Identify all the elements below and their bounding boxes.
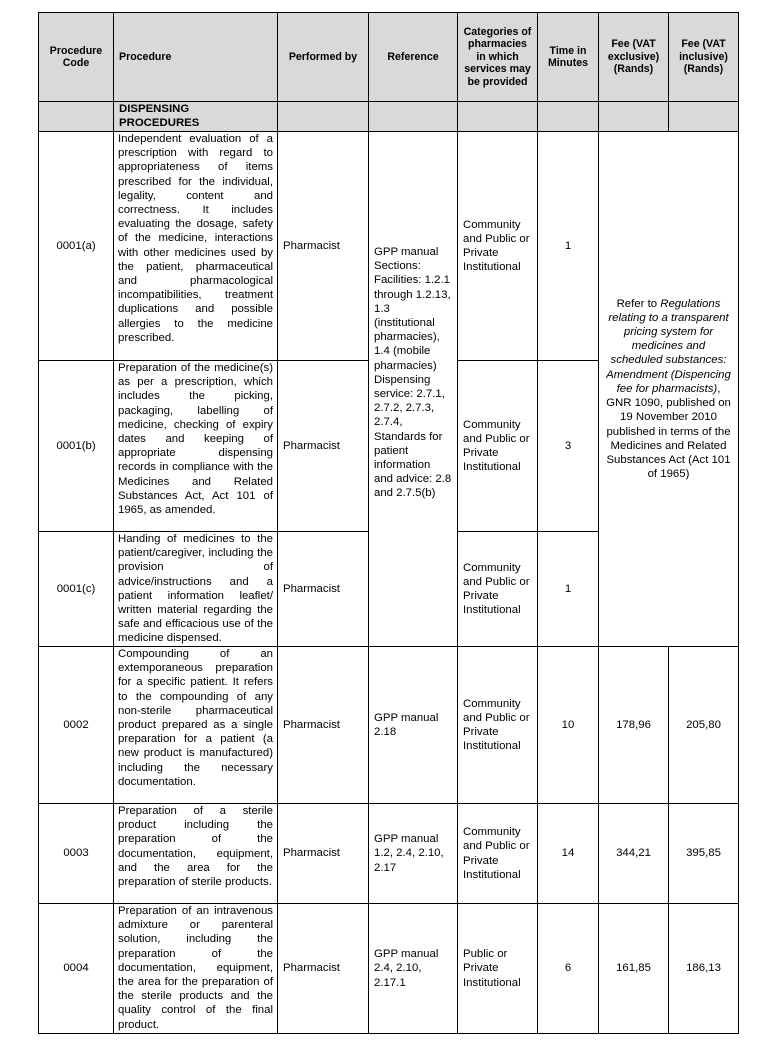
procedure-description: Preparation of the medicine(s) as per a prescription, which includes the picking, packaging, labelling of medicine, checking of expiry dates and keeping of appropriate dispensing records in compliance with the Medicines and Related Substances Act, Act 101 of 1965, as amended. [114, 361, 278, 532]
pharmacy-categories: Public or Private Institutional [458, 904, 538, 1034]
procedure-description: Preparation of an intravenous admixture or parenteral solution, including the preparation of the documentation, equipment, the area for the preparation of the sterile products and the quality control of the final product. [114, 904, 278, 1034]
fee-excl: 161,85 [599, 904, 669, 1034]
header-fee-excl: Fee (VAT exclusive) (Rands) [599, 13, 669, 102]
reference-merged: GPP manual Sections: Facilities: 1.2.1 through 1.2.13, 1.3 (institutional pharmacies), 1.4 (mobile pharmacies) Dispensing service: 2.7.1, 2.7.2, 2.7.3, 2.7.4, Standards for patient information and advice: 2.8 and 2.7.5(b) [369, 132, 458, 647]
time-minutes: 14 [538, 804, 599, 904]
regulation-note [599, 132, 739, 647]
procedure-code: 0004 [39, 904, 114, 1034]
reference: GPP manual 2.18 [369, 647, 458, 804]
header-procedure-code: Procedure Code [39, 13, 114, 102]
table-row [39, 132, 739, 361]
pharmacy-categories: Community and Public or Private Institutional [458, 361, 538, 532]
pharmacy-categories: Community and Public or Private Institutional [458, 647, 538, 804]
performed-by: Pharmacist [278, 804, 369, 904]
pharmacy-categories: Community and Public or Private Institutional [458, 804, 538, 904]
fee-incl: 395,85 [669, 804, 739, 904]
procedure-code: 0002 [39, 647, 114, 804]
header-performed-by: Performed by [278, 13, 369, 102]
table-row [39, 904, 739, 1034]
time-minutes: 10 [538, 647, 599, 804]
header-procedure: Procedure [114, 13, 278, 102]
fee-incl: 186,13 [669, 904, 739, 1034]
section-title: DISPENSING PROCEDURES [114, 102, 278, 132]
performed-by: Pharmacist [278, 647, 369, 804]
fee-excl: 178,96 [599, 647, 669, 804]
section-row [39, 102, 739, 132]
pharmacy-categories: Community and Public or Private Institutional [458, 132, 538, 361]
reference: GPP manual 1.2, 2.4, 2.10, 2.17 [369, 804, 458, 904]
procedure-description: Preparation of a sterile product including the preparation of the documentation, equipment, and the area for the preparation of sterile products. [114, 804, 278, 904]
reference: GPP manual 2.4, 2.10, 2.17.1 [369, 904, 458, 1034]
header-reference: Reference [369, 13, 458, 102]
procedure-code: 0001(a) [39, 132, 114, 361]
procedure-description: Compounding of an extemporaneous preparation for a specific patient. It refers to the compounding of any non-sterile pharmaceutical product prepared as a single preparation for a patient (a new product is manufactured) including the necessary documentation. [114, 647, 278, 804]
performed-by: Pharmacist [278, 904, 369, 1034]
fee-incl: 205,80 [669, 647, 739, 804]
procedure-code: 0003 [39, 804, 114, 904]
header-categories: Categories of pharmacies in which services may be provided [458, 13, 538, 102]
performed-by: Pharmacist [278, 132, 369, 361]
procedure-description: Handing of medicines to the patient/caregiver, including the provision of advice/instructions and a patient information leaflet/ written material regarding the safe and efficacious use of the medicine dispensed. [114, 532, 278, 647]
procedure-description: Independent evaluation of a prescription with regard to appropriateness of items prescribed for the individual, legality, content and correctness. It includes evaluating the dosage, safety of the medicine, interactions with other medicines used by the patient, pharmaceutical and pharmacological incompatibilities, treatment duplications and possible allergies to the medicine prescribed. [114, 132, 278, 361]
time-minutes: 1 [538, 532, 599, 647]
time-minutes: 6 [538, 904, 599, 1034]
procedure-fee-table [38, 12, 739, 1034]
time-minutes: 3 [538, 361, 599, 532]
procedure-code: 0001(c) [39, 532, 114, 647]
table-row [39, 804, 739, 904]
header-fee-incl: Fee (VAT inclusive) (Rands) [669, 13, 739, 102]
regulation-suffix: , GNR 1090, published on 19 November 2010 published in terms of the Medicines and Related Substances Act (Act 101 of 1965) [606, 382, 731, 481]
performed-by: Pharmacist [278, 361, 369, 532]
table-row [39, 647, 739, 804]
regulation-prefix: Refer to [616, 297, 661, 310]
procedure-code: 0001(b) [39, 361, 114, 532]
regulation-title: Regulations relating to a transparent pricing system for medicines and scheduled substances: Amendment (Dispencing fee for pharmacists) [606, 297, 731, 395]
fee-excl: 344,21 [599, 804, 669, 904]
pharmacy-categories: Community and Public or Private Institutional [458, 532, 538, 647]
performed-by: Pharmacist [278, 532, 369, 647]
header-row [39, 13, 739, 102]
header-time: Time in Minutes [538, 13, 599, 102]
time-minutes: 1 [538, 132, 599, 361]
